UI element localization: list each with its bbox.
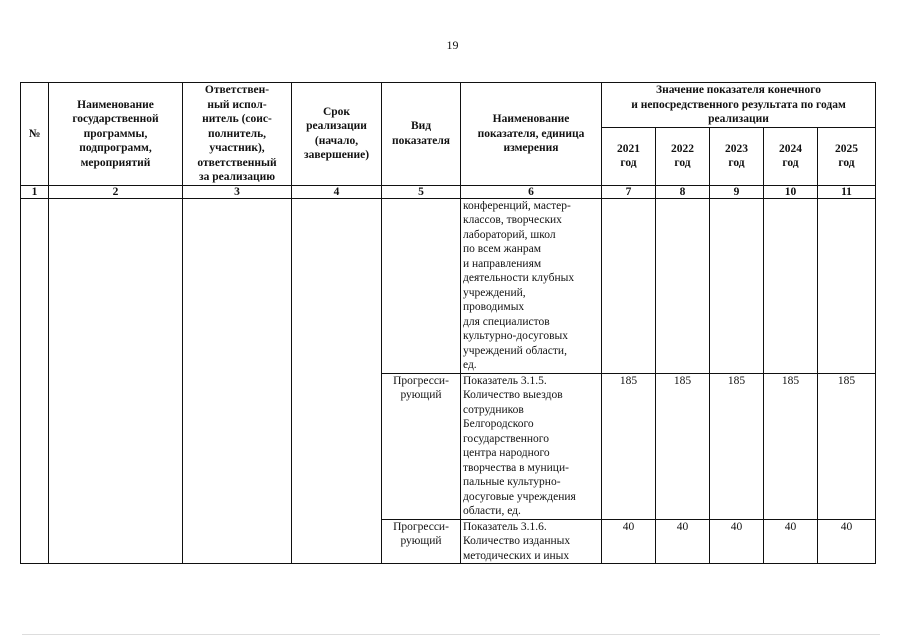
text-line: Показатель 3.1.6. <box>463 520 547 533</box>
text-line: Прогресси- <box>393 520 449 533</box>
text-line: государственного <box>463 432 549 445</box>
cell-value-2025: 40 <box>818 519 876 564</box>
cell-responsible <box>183 198 292 564</box>
header-program-name <box>49 83 183 186</box>
text-line: полнитель, <box>207 127 267 140</box>
text-line: программы, <box>83 127 148 140</box>
text-line: Ответствен- <box>204 84 270 96</box>
header-indicator-name <box>461 83 602 186</box>
header-responsible <box>183 83 292 186</box>
cell-value-2022 <box>656 198 710 373</box>
column-number: 5 <box>382 185 461 198</box>
cell-value-2021: 40 <box>602 519 656 564</box>
text-line: показателя, единица <box>477 127 585 140</box>
text-line: Значение показателя конечного <box>656 84 821 96</box>
column-number: 6 <box>461 185 602 198</box>
text-line: ед. <box>463 359 477 371</box>
text-line: подпрограмм, <box>79 142 152 154</box>
cell-indicator-kind <box>382 198 461 373</box>
cell-value-2024 <box>764 198 818 373</box>
text-line: классов, творческих <box>463 214 562 226</box>
text-line: культурно-досуговых <box>463 330 568 342</box>
text-line: (начало, <box>314 134 359 147</box>
text-line: рующий <box>400 389 442 401</box>
column-number: 7 <box>602 185 656 198</box>
column-number: 9 <box>710 185 764 198</box>
text-line: реализации <box>708 113 769 125</box>
cell-indicator-name <box>461 373 602 519</box>
text-line: деятельности клубных <box>463 272 575 284</box>
text-line: показателя <box>391 134 451 147</box>
header-number <box>21 83 49 186</box>
cell-value-2022: 185 <box>656 373 710 519</box>
cell-value-2021: 185 <box>602 373 656 519</box>
text-line: 2025 <box>835 142 858 155</box>
text-line: Наименование <box>492 113 570 125</box>
text-line: за реализацию <box>198 171 276 183</box>
column-number: 3 <box>183 185 292 198</box>
cell-value-2024: 185 <box>764 373 818 519</box>
cell-period <box>292 198 382 564</box>
text-line: учреждений области, <box>463 344 567 357</box>
text-line: центра народного <box>463 447 550 459</box>
cell-number <box>21 198 49 564</box>
text-line: проводимых <box>463 301 525 313</box>
cell-value-2023 <box>710 198 764 373</box>
text-line: Прогресси- <box>393 374 449 387</box>
text-line: год <box>674 157 691 169</box>
text-line: Вид <box>410 120 432 133</box>
cell-value-2023: 40 <box>710 519 764 564</box>
text-line: конференций, мастер- <box>463 199 571 212</box>
cell-value-2023: 185 <box>710 373 764 519</box>
text-line: № <box>28 127 41 140</box>
text-line: 2021 <box>617 142 640 155</box>
text-line: пальные культурно- <box>463 476 561 488</box>
cell-indicator-name <box>461 519 602 564</box>
text-line: для специалистов <box>463 315 550 328</box>
column-number: 4 <box>292 185 382 198</box>
header-period <box>292 83 382 186</box>
table-row <box>21 198 876 373</box>
text-line: сотрудников <box>463 403 524 416</box>
text-line: рующий <box>400 535 442 547</box>
column-number: 2 <box>49 185 183 198</box>
text-line: завершение) <box>303 149 370 162</box>
header-indicator-values <box>602 83 876 128</box>
text-line: досуговые учреждения <box>463 490 576 503</box>
text-line: Показатель 3.1.5. <box>463 374 547 387</box>
text-line: государственной <box>72 113 159 125</box>
text-line: год <box>728 157 745 169</box>
text-line: лабораторий, школ <box>463 228 556 241</box>
column-number: 1 <box>21 185 49 198</box>
text-line: реализации <box>306 120 367 133</box>
text-line: ответственный <box>197 156 277 169</box>
cell-indicator-name <box>461 198 602 373</box>
header-year-2025 <box>818 127 876 185</box>
cell-value-2022: 40 <box>656 519 710 564</box>
column-number: 8 <box>656 185 710 198</box>
text-line: 2022 <box>671 142 694 155</box>
text-line: нитель (соис- <box>202 113 272 125</box>
indicator-table <box>20 82 876 564</box>
text-line: год <box>838 157 855 169</box>
text-line: участник), <box>209 142 265 154</box>
header-year-2022 <box>656 127 710 185</box>
text-line: методических и иных <box>463 549 570 562</box>
text-line: и непосредственного результата по годам <box>631 98 846 111</box>
text-line: учреждений, <box>463 286 526 299</box>
text-line: Наименование <box>77 98 154 111</box>
cell-indicator-kind <box>382 519 461 564</box>
header-year-2023 <box>710 127 764 185</box>
text-line: измерения <box>503 142 559 154</box>
header-year-2021 <box>602 127 656 185</box>
header-year-2024 <box>764 127 818 185</box>
cell-value-2024: 40 <box>764 519 818 564</box>
header-indicator-kind <box>382 83 461 186</box>
column-number: 11 <box>818 185 876 198</box>
text-line: Количество выездов <box>463 389 563 401</box>
text-line: год <box>782 157 799 169</box>
page-number: 19 <box>446 38 459 52</box>
column-number: 10 <box>764 185 818 198</box>
cell-program-name <box>49 198 183 564</box>
text-line: 2024 <box>779 142 802 155</box>
text-line: и направлениям <box>463 257 542 270</box>
text-line: мероприятий <box>80 156 151 169</box>
text-line: Срок <box>322 105 351 118</box>
text-line: Белгородского <box>463 418 534 430</box>
text-line: области, ед. <box>463 505 521 517</box>
cell-value-2021 <box>602 198 656 373</box>
page-bottom-rule <box>22 634 880 635</box>
cell-value-2025: 185 <box>818 373 876 519</box>
cell-indicator-kind <box>382 373 461 519</box>
text-line: ный испол- <box>207 98 267 111</box>
text-line: по всем жанрам <box>463 243 541 255</box>
cell-value-2025 <box>818 198 876 373</box>
text-line: 2023 <box>725 142 748 155</box>
text-line: год <box>620 157 637 169</box>
text-line: Количество изданных <box>463 535 571 547</box>
column-number-row <box>21 185 876 198</box>
text-line: творчества в муници- <box>463 461 569 474</box>
